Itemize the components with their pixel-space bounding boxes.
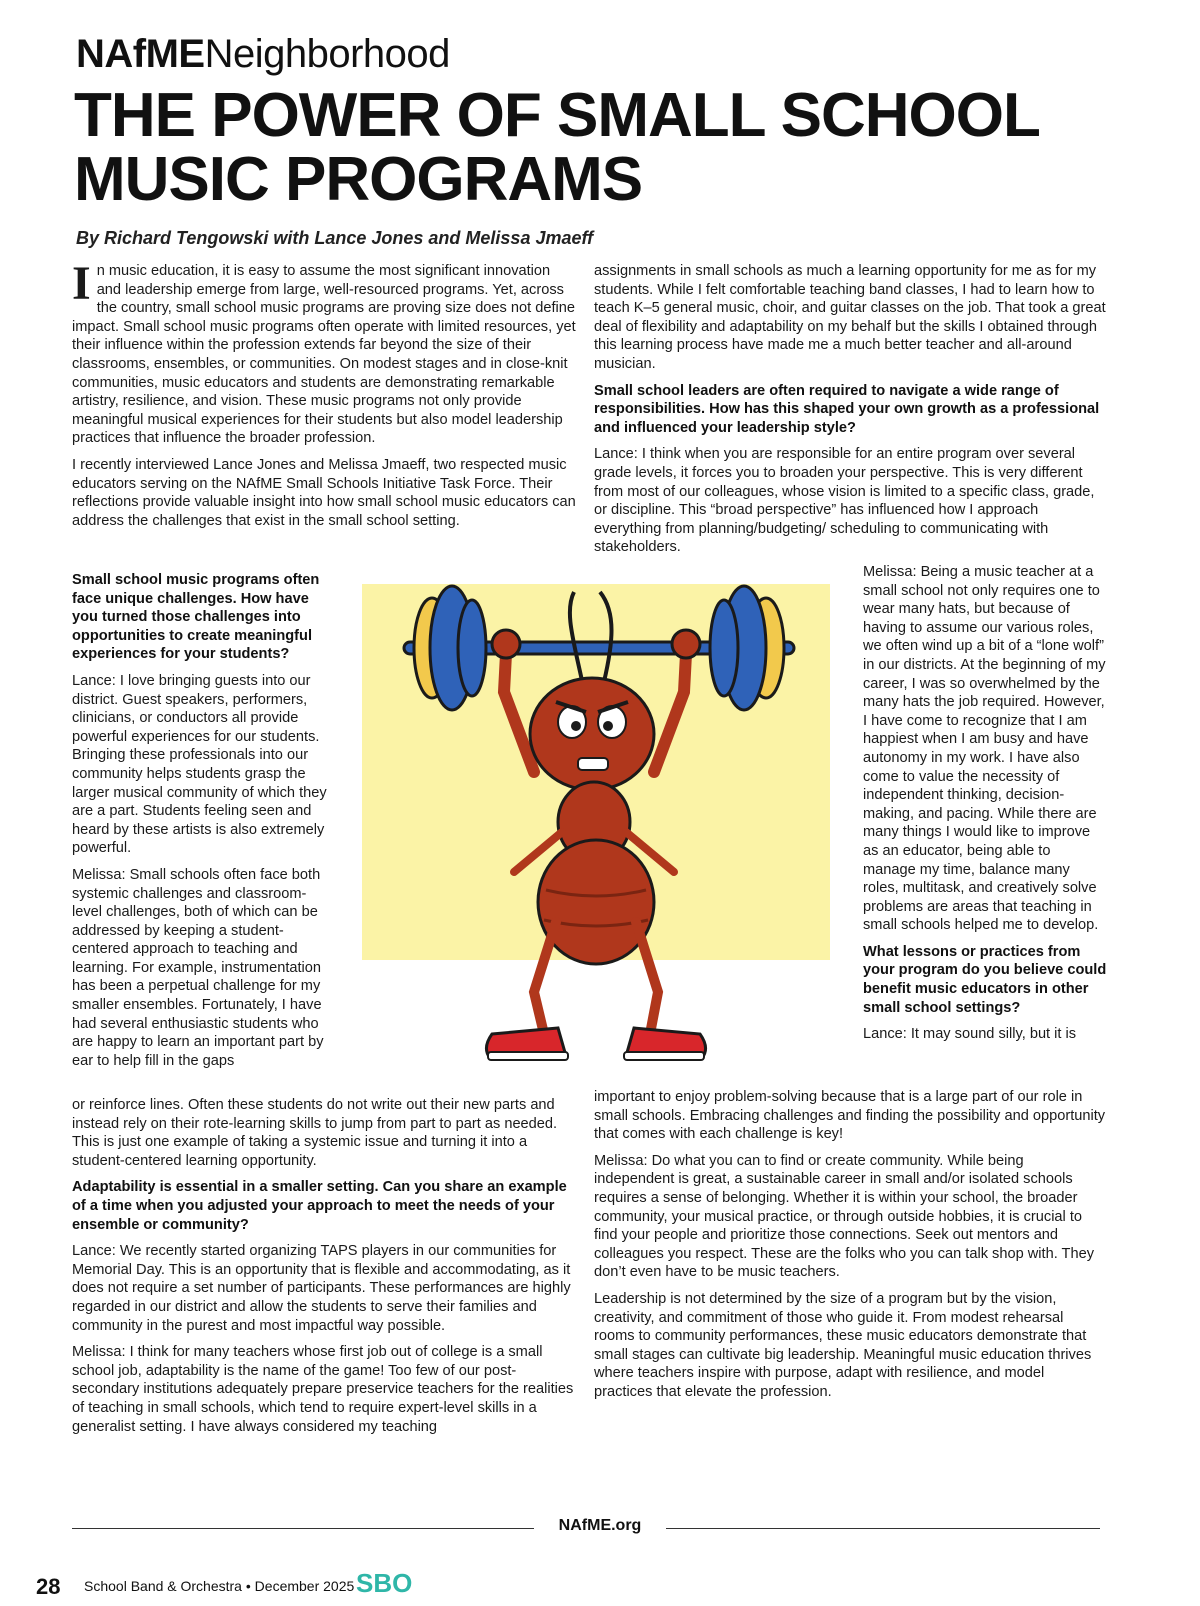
footer-site[interactable]: NAfME.org [558, 1517, 642, 1534]
answer-lance-4b: important to enjoy problem-solving because that is a large part of our role in small schools. Embracing challenges and finding the possibility and opportunity that comes with each challenge is key! [594, 1089, 1106, 1143]
question-1: Small school music programs often face unique challenges. How have you turned those challenges into opportunities to create meaningful experiences for your students? [72, 572, 320, 663]
sbo-logo-icon [356, 1568, 436, 1598]
magazine-issue: School Band & Orchestra • December 2025 [84, 1578, 355, 1594]
answer-lance-3: Lance: I think when you are responsible for an entire program over several grade levels, it forces you to broaden your perspective. This is very different from most of our colleagues, whose vision is limited to a specific class, grade, or discipline. This “broad perspective” has influenced how I approach everything from planning/budgeting/ scheduling to communicating with stakeholders. [594, 446, 1095, 556]
intro-paragraph-2: I recently interviewed Lance Jones and Melissa Jmaeff, two respected music educators serving on the NAfME Small Schools Initiative Task Force. Their reflections provide valuable insight into how small school music educators can address the challenges that exist in the small school setting. [72, 456, 576, 529]
answer-melissa-4: Melissa: Do what you can to find or create community. While being independent is great, a sustainable career in small and/or isolated schools requires a sense of belonging. Whether it is within your school, the broader community, your musical practice, or through outside hobbies, it is crucial to find your people and prioritize those connections. Seek out mentors and colleagues you respect. These are the folks who you can talk shop with. They don’t even have to be music teachers. [594, 1152, 1094, 1281]
answer-lance-4a: Lance: It may sound silly, but it is [863, 1026, 1077, 1043]
left-column-bottom [72, 1096, 578, 1444]
shoe-left-sole [488, 1052, 568, 1060]
shoe-right-sole [624, 1052, 704, 1060]
ant-head [530, 678, 654, 790]
teeth [578, 758, 608, 770]
drop-cap: I [72, 257, 91, 310]
right-column-bottom [594, 1088, 1106, 1410]
article-title: THE POWER OF SMALL SCHOOL MUSIC PROGRAMS [74, 81, 1039, 214]
question-3: Small school leaders are often required to navigate a wide range of responsibilities. How has this shaped your own growth as a professional and influenced your leadership style? [594, 382, 1100, 436]
left-narrow-column [72, 571, 334, 1078]
plate-left-inner [458, 600, 486, 696]
ant-abdomen [538, 840, 654, 964]
kicker-bold: NAfME [76, 32, 205, 76]
byline: By Richard Tengowski with Lance Jones and Melissa Jmaeff [76, 228, 594, 248]
answer-melissa-2b: assignments in small schools as much a learning opportunity for me as for my students. While I felt comfortable teaching band classes, I had to learn how to teach K–5 general music, choir, and guitar classes on the job. That took a great deal of flexibility and adaptability on my behalf but the skills I obtained through this learning process have made me a much better teacher and all-around musician. [594, 263, 1106, 372]
intro-paragraph: In music education, it is easy to assume the most significant innovation and leadership emerge from large, well-resourced programs. Yet, across the country, small school music programs are proving size does not define impact. Small school music programs often operate with limited resources, yet their influence within the profession extends far beyond the size of their classrooms, ensembles, or communities. On modest stages and in close-knit communities, music educators and students are demonstrating remarkable artistry, resilience, and vision. These music programs not only provide meaningful musical experiences for their students but also model leadership practices that influence the broader profession. [72, 257, 576, 447]
question-2: Adaptability is essential in a smaller setting. Can you share an example of a time when you adjusted your approach to meet the needs of your ensemble or community? [72, 1179, 567, 1233]
weightlifting-ant-illustration [334, 572, 854, 1094]
section-kicker [76, 30, 450, 78]
hand-left [492, 630, 520, 658]
svg-text:SBO: SBO [356, 1568, 413, 1598]
answer-melissa-1b: or reinforce lines. Often these students do not write out their new parts and instead rely on their rote-learning skills to jump from part to part as needed. This is just one example of taking a systemic issue and turning it into a student-centered learning opportunity. [72, 1097, 558, 1169]
hand-right [672, 630, 700, 658]
pupil-right [603, 721, 613, 731]
closing-paragraph: Leadership is not determined by the size of a program but by the vision, creativity, and commitment of those who guide it. From modest rehearsal rooms to community performances, these music educators demonstrate that small stages can cultivate big leadership. Meaningful music education thrives where teachers inspire with purpose, adapt with resilience, and model practices that elevate the profession. [594, 1290, 1092, 1400]
answer-melissa-1a: Melissa: Small schools often face both systemic challenges and classroom-level challenges, both of which can be addressed by keeping a student-centered approach to teaching and learning. For example, instrumentation has been a perpetual challenge for my smaller ensembles. Fortunately, I have had several enthusiastic students who are happy to learn an important part by ear to help fill in the gaps [72, 866, 324, 1069]
answer-melissa-2a: Melissa: I think for many teachers whose first job out of college is a small school job, adaptability is the name of the game! Too few of our post-secondary institutions adequately prepare preservice teachers for the realities of teaching in small schools, which tend to require expert-level skills in a generalist setting. I have always considered my teaching [72, 1344, 574, 1435]
answer-melissa-3: Melissa: Being a music teacher at a small school not only requires one to wear many hats, but because of having to assume our various roles, we often wind up a bit of a “lone wolf” in our districts. At the beginning of my career, I was so overwhelmed by the many hats the job required. However, I have come to recognize that I am happiest when I am busy and have autonomy in my work. I have also come to value the necessity of independent thinking, decision-making, and pacing. While there are many things I would like to improve as an educator, being able to manage my time, balance many roles, multitask, and creatively solve problems are areas that teaching in small schools helped me to develop. [863, 564, 1106, 934]
footer-rule-right [666, 1528, 1100, 1529]
kicker-light: Neighborhood [204, 32, 450, 76]
footer-rule-left [72, 1528, 534, 1529]
plate-right-inner [710, 600, 738, 696]
question-4: What lessons or practices from your program do you believe could benefit music educators in other small school settings? [863, 943, 1107, 1016]
answer-lance-1: Lance: I love bringing guests into our district. Guest speakers, performers, clinicians, or conductors all provide powerful experiences for our students. Bringing these professionals into our community helps students grasp the larger musical community of which they are a part. Students feeling seen and heard by these artists is also extremely powerful. [72, 672, 327, 857]
left-column-top [72, 257, 578, 538]
pupil-left [571, 721, 581, 731]
right-narrow-column [863, 563, 1107, 1052]
answer-lance-2: Lance: We recently started organizing TAPS players in our communities for Memorial Day. This is an opportunity that is flexible and accommodating, as it does not require a set number of participants. These performances are highly regarded in our district and allow the students to serve their families and community in the purest and most impactful way possible. [72, 1243, 571, 1334]
right-column-top [594, 262, 1106, 565]
page-number: 28 [36, 1574, 61, 1599]
